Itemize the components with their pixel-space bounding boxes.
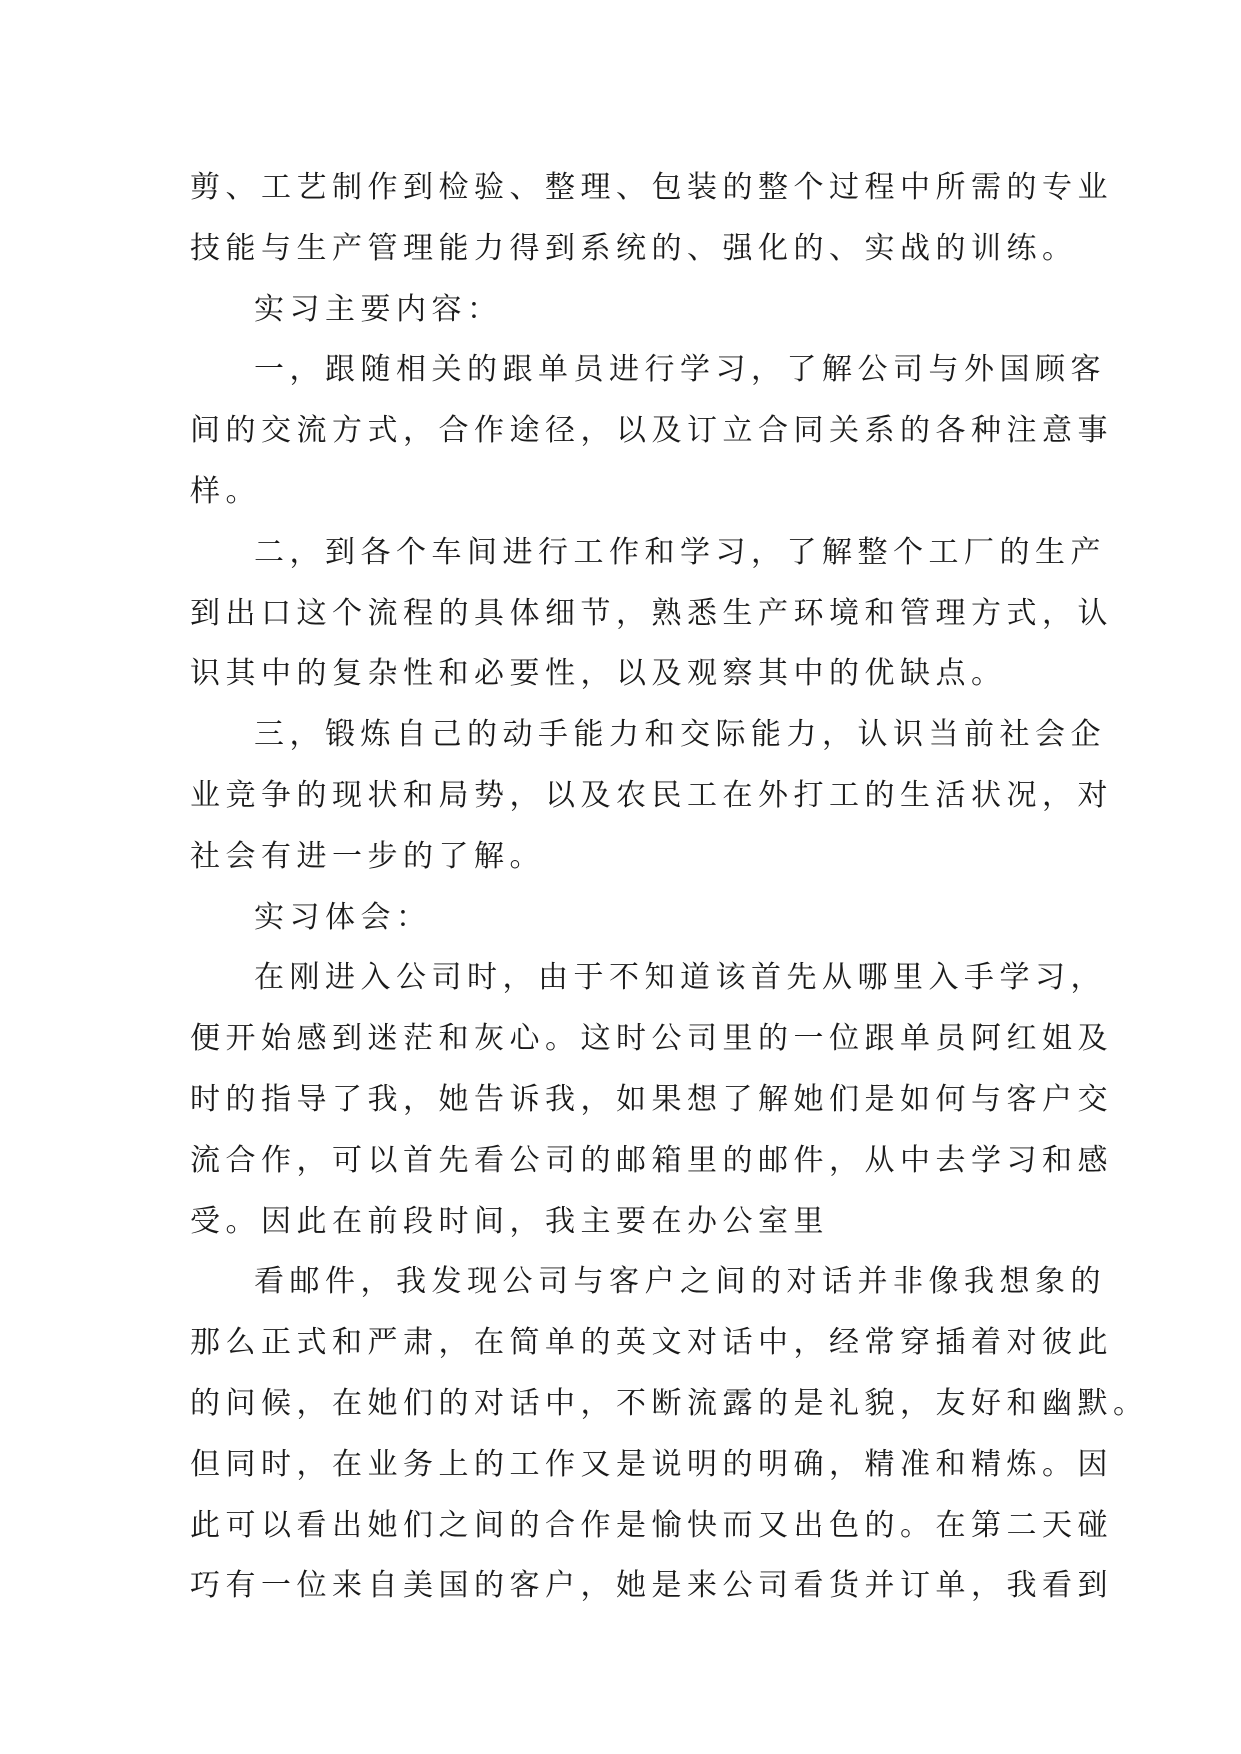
text-line: 的问候，在她们的对话中，不断流露的是礼貌，友好和幽默。	[190, 1385, 1149, 1421]
text-line: 受。因此在前段时间，我主要在办公室里	[190, 1203, 829, 1239]
text-line: 看邮件，我发现公司与客户之间的对话并非像我想象的	[254, 1264, 1106, 1300]
text-line: 流合作，可以首先看公司的邮箱里的邮件，从中去学习和感	[190, 1142, 1113, 1178]
text-line: 时的指导了我，她告诉我，如果想了解她们是如何与客户交	[190, 1081, 1113, 1117]
text-line: 一，跟随相关的跟单员进行学习，了解公司与外国顾客	[254, 352, 1106, 388]
text-line: 二，到各个车间进行工作和学习，了解整个工厂的生产	[254, 534, 1106, 570]
section-heading: 实习主要内容：	[254, 291, 503, 327]
text-line: 识其中的复杂性和必要性，以及观察其中的优缺点。	[190, 656, 1007, 692]
text-line: 技能与生产管理能力得到系统的、强化的、实战的训练。	[190, 230, 1078, 266]
text-line: 剪、工艺制作到检验、整理、包装的整个过程中所需的专业	[190, 170, 1113, 205]
text-line: 到出口这个流程的具体细节，熟悉生产环境和管理方式，认	[190, 595, 1113, 631]
text-line: 那么正式和严肃，在简单的英文对话中，经常穿插着对彼此	[190, 1325, 1113, 1361]
text-line: 便开始感到迷茫和灰心。这时公司里的一位跟单员阿红姐及	[190, 1021, 1113, 1057]
body-text	[190, 158, 1149, 1617]
text-line: 间的交流方式，合作途径，以及订立合同关系的各种注意事	[190, 413, 1113, 449]
text-line: 在刚进入公司时，由于不知道该首先从哪里入手学习，	[254, 960, 1106, 996]
text-line: 巧有一位来自美国的客户，她是来公司看货并订单，我看到	[190, 1568, 1113, 1604]
text-line: 业竞争的现状和局势，以及农民工在外打工的生活状况，对	[190, 777, 1113, 813]
text-line: 但同时，在业务上的工作又是说明的明确，精准和精炼。因	[190, 1446, 1113, 1482]
text-line: 此可以看出她们之间的合作是愉快而又出色的。在第二天碰	[190, 1507, 1113, 1543]
section-heading: 实习体会：	[254, 899, 432, 935]
text-line: 三，锻炼自己的动手能力和交际能力，认识当前社会企	[254, 717, 1106, 753]
text-line: 社会有进一步的了解。	[190, 838, 545, 874]
text-line: 样。	[190, 473, 261, 509]
